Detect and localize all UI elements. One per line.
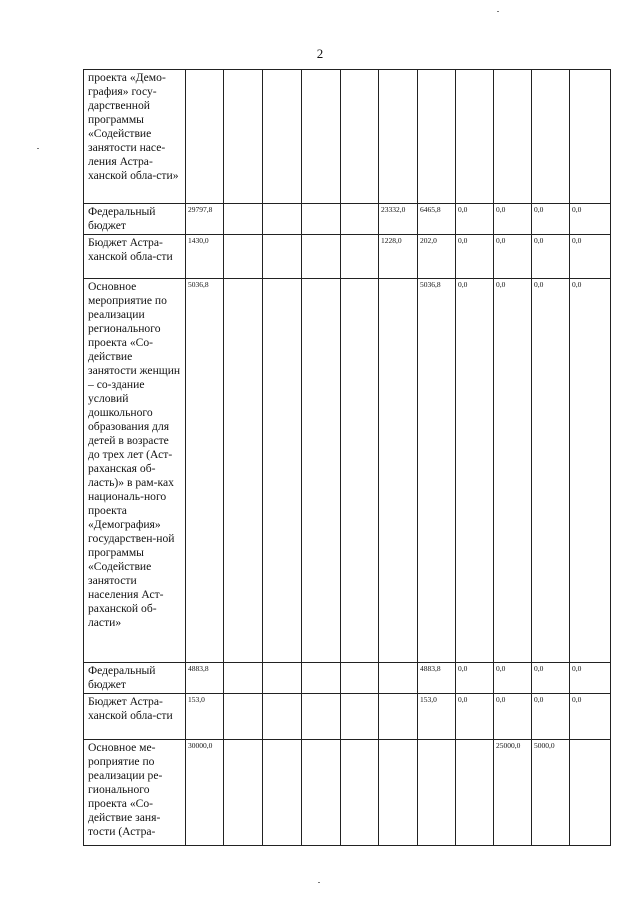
cell-value: 0,0	[494, 279, 532, 663]
table-row	[84, 235, 611, 279]
cell-value	[263, 204, 302, 235]
cell-value: 0,0	[570, 663, 611, 694]
cell-value: 0,0	[456, 279, 494, 663]
cell-value	[224, 235, 263, 279]
row-label: Основное ме-роприятие по реализации ре-гионального проекта «Со-действие заня-тости (Астра-	[84, 740, 186, 846]
cell-value: 0,0	[570, 279, 611, 663]
cell-value	[302, 70, 341, 204]
cell-value	[341, 663, 379, 694]
cell-value: 25000,0	[494, 740, 532, 846]
budget-table	[83, 69, 611, 846]
cell-value: 23332,0	[379, 204, 418, 235]
cell-value	[263, 694, 302, 740]
cell-value	[263, 279, 302, 663]
cell-value: 0,0	[532, 204, 570, 235]
cell-value	[379, 694, 418, 740]
cell-value: 0,0	[456, 235, 494, 279]
cell-value	[532, 70, 570, 204]
row-label: Федеральный бюджет	[84, 663, 186, 694]
cell-value: 4883,8	[418, 663, 456, 694]
scan-speck	[497, 11, 499, 12]
cell-value	[379, 740, 418, 846]
table-row	[84, 70, 611, 204]
cell-value	[379, 663, 418, 694]
cell-total: 153,0	[186, 694, 224, 740]
cell-value	[341, 235, 379, 279]
cell-value: 0,0	[456, 694, 494, 740]
cell-value	[456, 70, 494, 204]
table-row	[84, 694, 611, 740]
table-row	[84, 663, 611, 694]
cell-value: 0,0	[494, 694, 532, 740]
cell-value: 5036,8	[418, 279, 456, 663]
cell-value: 0,0	[532, 279, 570, 663]
cell-value	[570, 740, 611, 846]
cell-value: 0,0	[494, 235, 532, 279]
cell-value	[570, 70, 611, 204]
cell-value	[302, 204, 341, 235]
cell-value	[456, 740, 494, 846]
cell-total	[186, 70, 224, 204]
scan-speck	[318, 882, 320, 883]
cell-value	[224, 70, 263, 204]
page-number: 2	[316, 46, 324, 61]
cell-total: 5036,8	[186, 279, 224, 663]
cell-value	[224, 204, 263, 235]
cell-value: 5000,0	[532, 740, 570, 846]
cell-value: 1228,0	[379, 235, 418, 279]
cell-value	[341, 740, 379, 846]
cell-value: 0,0	[570, 204, 611, 235]
cell-value	[263, 663, 302, 694]
cell-value	[379, 70, 418, 204]
cell-value	[379, 279, 418, 663]
cell-value: 0,0	[494, 663, 532, 694]
cell-value: 0,0	[532, 235, 570, 279]
cell-value	[263, 740, 302, 846]
cell-value	[302, 663, 341, 694]
table-row	[84, 279, 611, 663]
cell-value	[302, 694, 341, 740]
cell-value	[418, 740, 456, 846]
cell-value	[224, 663, 263, 694]
cell-value	[224, 740, 263, 846]
cell-total: 1430,0	[186, 235, 224, 279]
cell-value: 0,0	[570, 694, 611, 740]
cell-total: 4883,8	[186, 663, 224, 694]
row-label: Основное мероприятие по реализации регионального проекта «Со-действие занятости женщин – со-здание условий дошкольного образования для детей в возрасте до трех лет (Аст-раханская об-ласть)» в рам-ках националь-ного проекта «Демография» государствен-ной программы «Содействие занятости населения Аст-раханской об-ласти»	[84, 279, 186, 663]
cell-value: 153,0	[418, 694, 456, 740]
cell-value	[341, 204, 379, 235]
cell-value	[494, 70, 532, 204]
row-label: Федеральный бюджет	[84, 204, 186, 235]
table-row	[84, 204, 611, 235]
cell-value	[224, 694, 263, 740]
cell-total: 29797,8	[186, 204, 224, 235]
table-row	[84, 740, 611, 846]
cell-total: 30000,0	[186, 740, 224, 846]
row-label: Бюджет Астра-ханской обла-сти	[84, 694, 186, 740]
cell-value	[224, 279, 263, 663]
cell-value	[263, 70, 302, 204]
cell-value	[302, 740, 341, 846]
cell-value	[341, 694, 379, 740]
cell-value	[302, 235, 341, 279]
row-label: проекта «Демо-графия» госу-дарственной программы «Содействие занятости насе-ления Астра-ханской обла-сти»	[84, 70, 186, 204]
cell-value	[263, 235, 302, 279]
cell-value	[341, 279, 379, 663]
cell-value: 6465,8	[418, 204, 456, 235]
row-label: Бюджет Астра-ханской обла-сти	[84, 235, 186, 279]
cell-value: 0,0	[532, 663, 570, 694]
cell-value: 0,0	[456, 204, 494, 235]
cell-value	[341, 70, 379, 204]
cell-value: 0,0	[570, 235, 611, 279]
scan-speck	[37, 148, 39, 149]
cell-value	[302, 279, 341, 663]
cell-value	[418, 70, 456, 204]
cell-value: 0,0	[456, 663, 494, 694]
cell-value: 0,0	[532, 694, 570, 740]
cell-value: 0,0	[494, 204, 532, 235]
cell-value: 202,0	[418, 235, 456, 279]
